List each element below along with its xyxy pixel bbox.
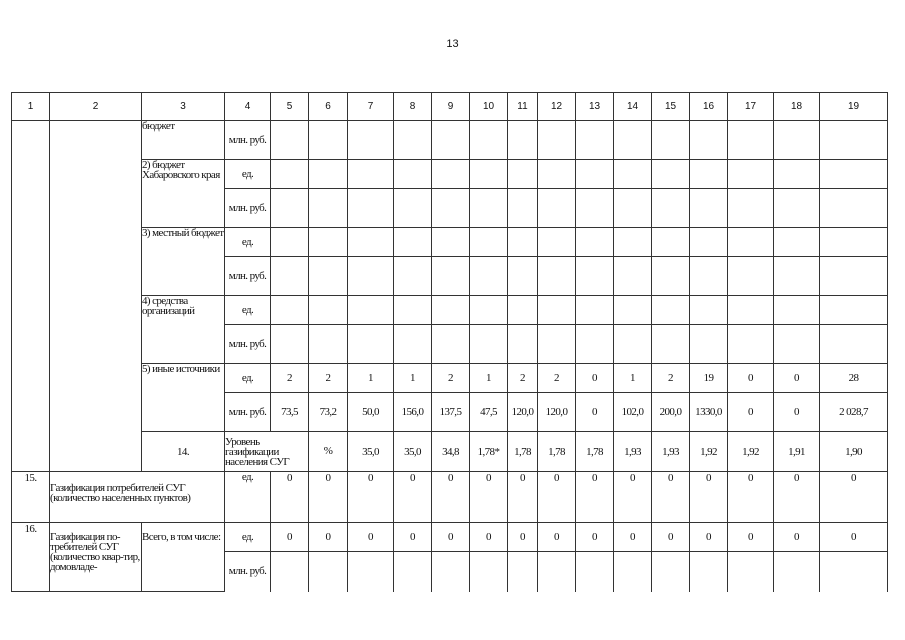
value-cell: 0 bbox=[614, 523, 652, 552]
header-cell: 10 bbox=[470, 93, 508, 121]
value-cell: 2 bbox=[432, 364, 470, 393]
table-row bbox=[12, 228, 888, 257]
value-cell: 1,78 bbox=[508, 432, 538, 472]
unit-cell: млн. руб. bbox=[225, 552, 271, 592]
value-cell: 34,8 bbox=[432, 432, 470, 472]
unit-cell: ед. bbox=[225, 160, 271, 189]
value-cell: 0 bbox=[728, 523, 774, 552]
value-cell: 0 bbox=[394, 523, 432, 552]
value-cell: 47,5 bbox=[470, 393, 508, 432]
value-cell: 102,0 bbox=[614, 393, 652, 432]
value-cell: 0 bbox=[470, 472, 508, 523]
value-cell: 0 bbox=[728, 472, 774, 523]
funding-source: 5) иные источники bbox=[142, 364, 225, 432]
unit-cell: млн. руб. bbox=[225, 257, 271, 296]
value-cell: 0 bbox=[432, 523, 470, 552]
value-cell: 1,90 bbox=[820, 432, 888, 472]
header-cell: 2 bbox=[50, 93, 142, 121]
value-cell: 0 bbox=[728, 364, 774, 393]
value-cell: 0 bbox=[394, 472, 432, 523]
value-cell: 0 bbox=[774, 393, 820, 432]
table-row bbox=[12, 523, 888, 552]
value-cell: 28 bbox=[820, 364, 888, 393]
value-cell: 0 bbox=[728, 393, 774, 432]
value-cell: 1,91 bbox=[774, 432, 820, 472]
value-cell: 2 bbox=[271, 364, 309, 393]
table-row bbox=[12, 121, 888, 160]
value-cell: 156,0 bbox=[394, 393, 432, 432]
funding-source: 4) средства организаций bbox=[142, 296, 225, 364]
value-cell: 200,0 bbox=[652, 393, 690, 432]
value-cell: 0 bbox=[508, 523, 538, 552]
value-cell: 1,78 bbox=[538, 432, 576, 472]
unit-cell: млн. руб. bbox=[225, 121, 271, 160]
header-cell: 4 bbox=[225, 93, 271, 121]
value-cell: 0 bbox=[690, 523, 728, 552]
value-cell: 35,0 bbox=[348, 432, 394, 472]
header-cell: 19 bbox=[820, 93, 888, 121]
indicator-table bbox=[11, 92, 888, 592]
index-cell bbox=[12, 121, 50, 472]
value-cell: 0 bbox=[576, 472, 614, 523]
header-cell: 11 bbox=[508, 93, 538, 121]
value-cell: 0 bbox=[576, 364, 614, 393]
header-cell: 13 bbox=[576, 93, 614, 121]
value-cell: 0 bbox=[774, 523, 820, 552]
value-cell: 0 bbox=[774, 472, 820, 523]
unit-cell: млн. руб. bbox=[225, 393, 271, 432]
unit-cell: ед. bbox=[225, 228, 271, 257]
value-cell: 120,0 bbox=[538, 393, 576, 432]
funding-source: бюджет bbox=[142, 121, 225, 160]
value-cell: 1,93 bbox=[614, 432, 652, 472]
unit-cell: ед. bbox=[225, 472, 271, 523]
value-cell: 1,78 bbox=[576, 432, 614, 472]
value-cell: 0 bbox=[614, 472, 652, 523]
indicator-name: Газификация потребителей СУГ (количество населенных пунктов) bbox=[50, 472, 225, 523]
row-index: 15. bbox=[12, 472, 50, 523]
table-row bbox=[12, 364, 888, 393]
header-cell: 17 bbox=[728, 93, 774, 121]
value-cell: 0 bbox=[576, 523, 614, 552]
value-cell: 0 bbox=[538, 472, 576, 523]
header-cell: 1 bbox=[12, 93, 50, 121]
value-cell: 35,0 bbox=[394, 432, 432, 472]
unit-cell: ед. bbox=[225, 523, 271, 552]
header-cell: 14 bbox=[614, 93, 652, 121]
funding-source: Всего, в том числе: bbox=[142, 523, 225, 592]
value-cell: 0 bbox=[538, 523, 576, 552]
value-cell: 2 bbox=[309, 364, 348, 393]
table-row bbox=[12, 296, 888, 325]
value-cell: 1 bbox=[348, 364, 394, 393]
value-cell: 0 bbox=[774, 364, 820, 393]
table-row bbox=[12, 160, 888, 189]
value-cell: 0 bbox=[652, 523, 690, 552]
indicator-name: Газификация по-требителей СУГ (количество квар-тир, домовладе- bbox=[50, 523, 142, 592]
value-cell: 0 bbox=[652, 472, 690, 523]
indicator-name: Уровень газификации населения СУГ bbox=[225, 432, 309, 472]
value-cell: 0 bbox=[690, 472, 728, 523]
value-cell: 0 bbox=[820, 472, 888, 523]
value-cell: 0 bbox=[309, 523, 348, 552]
header-cell: 16 bbox=[690, 93, 728, 121]
value-cell: 0 bbox=[271, 523, 309, 552]
unit-cell: млн. руб. bbox=[225, 189, 271, 228]
value-cell: 2 bbox=[538, 364, 576, 393]
header-cell: 15 bbox=[652, 93, 690, 121]
value-cell: 0 bbox=[508, 472, 538, 523]
header-cell: 8 bbox=[394, 93, 432, 121]
header-cell: 3 bbox=[142, 93, 225, 121]
header-cell: 12 bbox=[538, 93, 576, 121]
table-row bbox=[12, 472, 888, 523]
funding-source: 3) местный бюджет bbox=[142, 228, 225, 296]
value-cell: 1,92 bbox=[690, 432, 728, 472]
row-index: 16. bbox=[12, 523, 50, 592]
value-cell: 73,2 bbox=[309, 393, 348, 432]
header-cell: 5 bbox=[271, 93, 309, 121]
value-cell: 1 bbox=[394, 364, 432, 393]
value-cell: 2 bbox=[652, 364, 690, 393]
value-cell: 0 bbox=[432, 472, 470, 523]
row-index: 14. bbox=[142, 432, 225, 472]
value-cell: 0 bbox=[470, 523, 508, 552]
value-cell: 19 bbox=[690, 364, 728, 393]
value-cell: 120,0 bbox=[508, 393, 538, 432]
value-cell: 1330,0 bbox=[690, 393, 728, 432]
column-number-row bbox=[12, 93, 888, 121]
page-number: 13 bbox=[446, 38, 459, 50]
value-cell: 73,5 bbox=[271, 393, 309, 432]
value-cell: 0 bbox=[348, 523, 394, 552]
value-cell: 1 bbox=[614, 364, 652, 393]
unit-cell: ед. bbox=[225, 296, 271, 325]
name-cell bbox=[50, 121, 142, 472]
value-cell: 0 bbox=[348, 472, 394, 523]
table-row bbox=[12, 432, 888, 472]
header-cell: 7 bbox=[348, 93, 394, 121]
value-cell: 137,5 bbox=[432, 393, 470, 432]
unit-cell: млн. руб. bbox=[225, 325, 271, 364]
value-cell: 2 bbox=[508, 364, 538, 393]
unit-cell: ед. bbox=[225, 364, 271, 393]
header-cell: 9 bbox=[432, 93, 470, 121]
value-cell: 1,78* bbox=[470, 432, 508, 472]
value-cell: 0 bbox=[271, 472, 309, 523]
value-cell: 1 bbox=[470, 364, 508, 393]
value-cell: 1,92 bbox=[728, 432, 774, 472]
funding-source: 2) бюджет Хабаровского края bbox=[142, 160, 225, 228]
value-cell: 1,93 bbox=[652, 432, 690, 472]
unit-cell: % bbox=[309, 432, 348, 472]
value-cell: 2 028,7 bbox=[820, 393, 888, 432]
value-cell: 0 bbox=[576, 393, 614, 432]
header-cell: 6 bbox=[309, 93, 348, 121]
value-cell: 0 bbox=[820, 523, 888, 552]
value-cell: 50,0 bbox=[348, 393, 394, 432]
header-cell: 18 bbox=[774, 93, 820, 121]
value-cell: 0 bbox=[309, 472, 348, 523]
